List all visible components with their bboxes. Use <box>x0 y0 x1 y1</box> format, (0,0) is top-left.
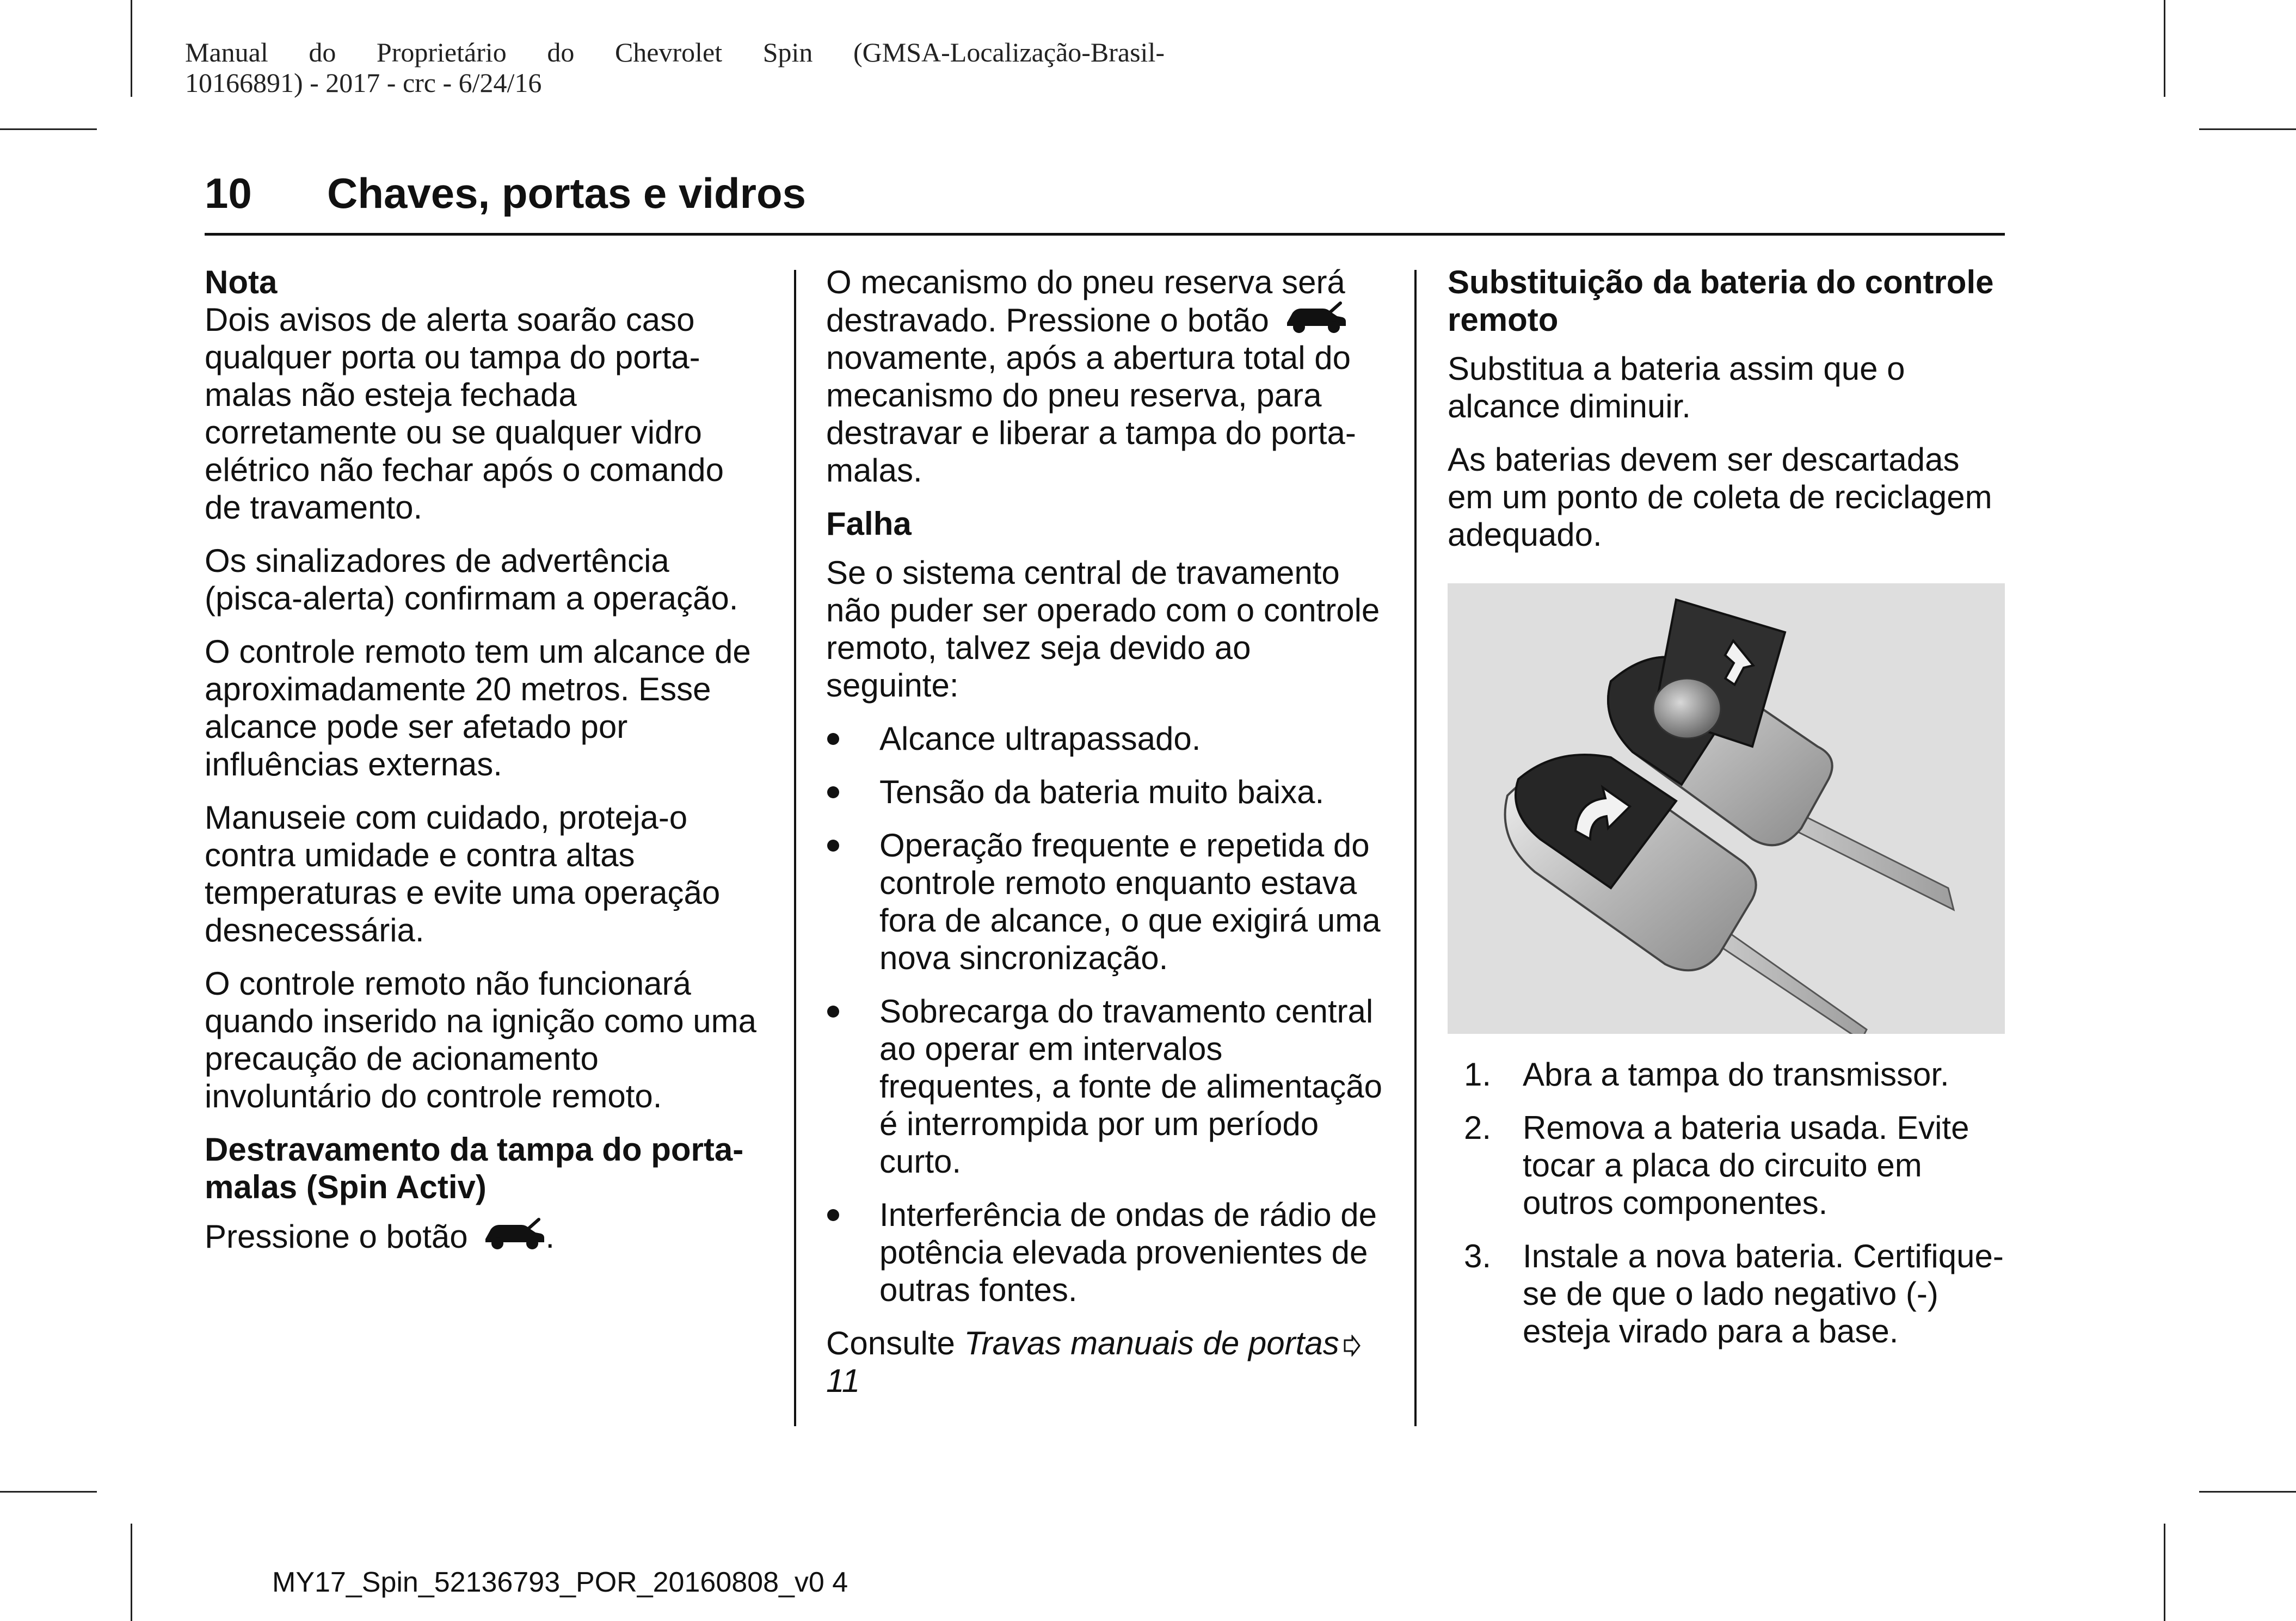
page-number: 10 <box>205 169 252 217</box>
battery-replacement-figure <box>1448 583 2005 1034</box>
bullet-text: Interferência de ondas de rádio de potência elevada provenientes de outras fontes. <box>879 1197 1377 1308</box>
crop-mark <box>2199 128 2296 130</box>
bullet-icon <box>827 733 839 745</box>
manual-doors-link[interactable]: Travas manuais de portas <box>964 1325 1339 1361</box>
section-heading: Destravamento da tampa do porta-malas (Spin Activ) <box>205 1131 744 1205</box>
crop-mark <box>131 0 132 97</box>
list-item <box>826 1196 1389 1309</box>
column-divider <box>1414 270 1417 1426</box>
bullet-icon <box>827 1209 839 1221</box>
paragraph: Substitua a bateria assim que o alcance diminuir. <box>1448 350 1905 424</box>
step-text: Remova a bateria usada. Evite tocar a placa do circuito em outros componentes. <box>1523 1110 1969 1221</box>
column-1 <box>205 263 768 1271</box>
list-item <box>826 720 1389 757</box>
crop-mark <box>2164 1524 2165 1621</box>
paragraph: Manuseie com cuidado, proteja-o contra umidade e contra altas temperaturas e evite uma operação desnecessária. <box>205 799 721 948</box>
bullet-list <box>826 720 1389 1309</box>
chapter-name: Chaves, portas e vidros <box>327 169 807 217</box>
car-trunk-icon <box>1284 301 1347 336</box>
paragraph: O controle remoto tem um alcance de aproximadamente 20 metros. Esse alcance pode ser afetado por influências externas. <box>205 633 751 782</box>
print-header-line-2: 10166891) - 2017 - crc - 6/24/16 <box>185 67 542 98</box>
press-text: Pressione o botão <box>205 1218 468 1255</box>
crop-mark <box>0 1491 97 1493</box>
step-number: 2. <box>1464 1110 1492 1146</box>
bullet-text: Tensão da bateria muito baixa. <box>879 774 1325 810</box>
list-item <box>1448 1109 2005 1222</box>
step-number: 1. <box>1464 1056 1492 1093</box>
cross-reference <box>826 1324 1389 1400</box>
print-header <box>185 37 1165 98</box>
page-reference-icon <box>1343 1335 1361 1357</box>
bullet-text: Alcance ultrapassado. <box>879 720 1201 757</box>
crop-mark <box>0 128 97 130</box>
paragraph: As baterias devem ser descartadas em um ponto de coleta de reciclagem adequado. <box>1448 441 1992 553</box>
nota-heading: Nota <box>205 264 278 300</box>
list-item <box>1448 1237 2005 1350</box>
bullet-icon <box>827 1006 839 1018</box>
list-item <box>826 827 1389 977</box>
falha-heading: Falha <box>826 506 912 542</box>
print-header-line-1: Manual do Proprietário do Chevrolet Spin (GMSA-Localização-Brasil- <box>185 37 1165 67</box>
column-divider <box>794 270 796 1426</box>
paragraph: Se o sistema central de travamento não puder ser operado com o controle remoto, talvez seja devido ao seguinte: <box>826 554 1380 704</box>
consult-prefix: Consulte <box>826 1325 955 1361</box>
section-heading: Substituição da bateria do controle remoto <box>1448 264 1994 338</box>
key-fob-illustration <box>1448 583 2005 1034</box>
step-text: Instale a nova bateria. Certifique-se de que o lado negativo (-) esteja virado para a base. <box>1523 1238 2004 1349</box>
paragraph <box>826 263 1389 489</box>
paragraph <box>205 1217 768 1255</box>
title-rule <box>205 233 2005 236</box>
crop-mark <box>131 1524 132 1621</box>
step-text: Abra a tampa do transmissor. <box>1523 1056 1949 1093</box>
page-reference[interactable]: 11 <box>826 1363 860 1399</box>
step-number: 3. <box>1464 1238 1492 1274</box>
paragraph-part: novamente, após a abertura total do mecanismo do pneu reserva, para destravar e liberar a tampa do porta-malas. <box>826 340 1356 489</box>
bullet-text: Sobrecarga do travamento central ao operar em intervalos frequentes, a fonte de alimentação é interrompida por um período curto. <box>879 993 1382 1180</box>
car-trunk-icon <box>482 1217 545 1252</box>
column-3 <box>1448 263 2005 1366</box>
list-item <box>1448 1056 2005 1093</box>
paragraph: O controle remoto não funcionará quando inserido na ignição como uma precaução de acionamento involuntário do controle remoto. <box>205 965 756 1114</box>
column-2 <box>826 263 1389 1415</box>
crop-mark <box>2199 1491 2296 1493</box>
bullet-icon <box>827 786 839 798</box>
bullet-icon <box>827 840 839 852</box>
bullet-text: Operação frequente e repetida do controle remoto enquanto estava fora de alcance, o que exigirá uma nova sincronização. <box>879 827 1381 976</box>
list-item <box>826 993 1389 1180</box>
paragraph: Os sinalizadores de advertência (pisca-alerta) confirmam a operação. <box>205 543 738 617</box>
press-end: . <box>545 1218 555 1255</box>
paragraph: Dois avisos de alerta soarão caso qualquer porta ou tampa do porta-malas não esteja fechada corretamente ou se qualquer vidro elétrico não fechar após o comando de travamento. <box>205 301 724 526</box>
step-list <box>1448 1056 2005 1350</box>
list-item <box>826 773 1389 811</box>
paragraph-part: O mecanismo do pneu reserva será destravado. Pressione o botão <box>826 264 1345 338</box>
chapter-title <box>205 169 806 218</box>
crop-mark <box>2164 0 2165 97</box>
print-footer: MY17_Spin_52136793_POR_20160808_v0 4 <box>272 1567 848 1598</box>
